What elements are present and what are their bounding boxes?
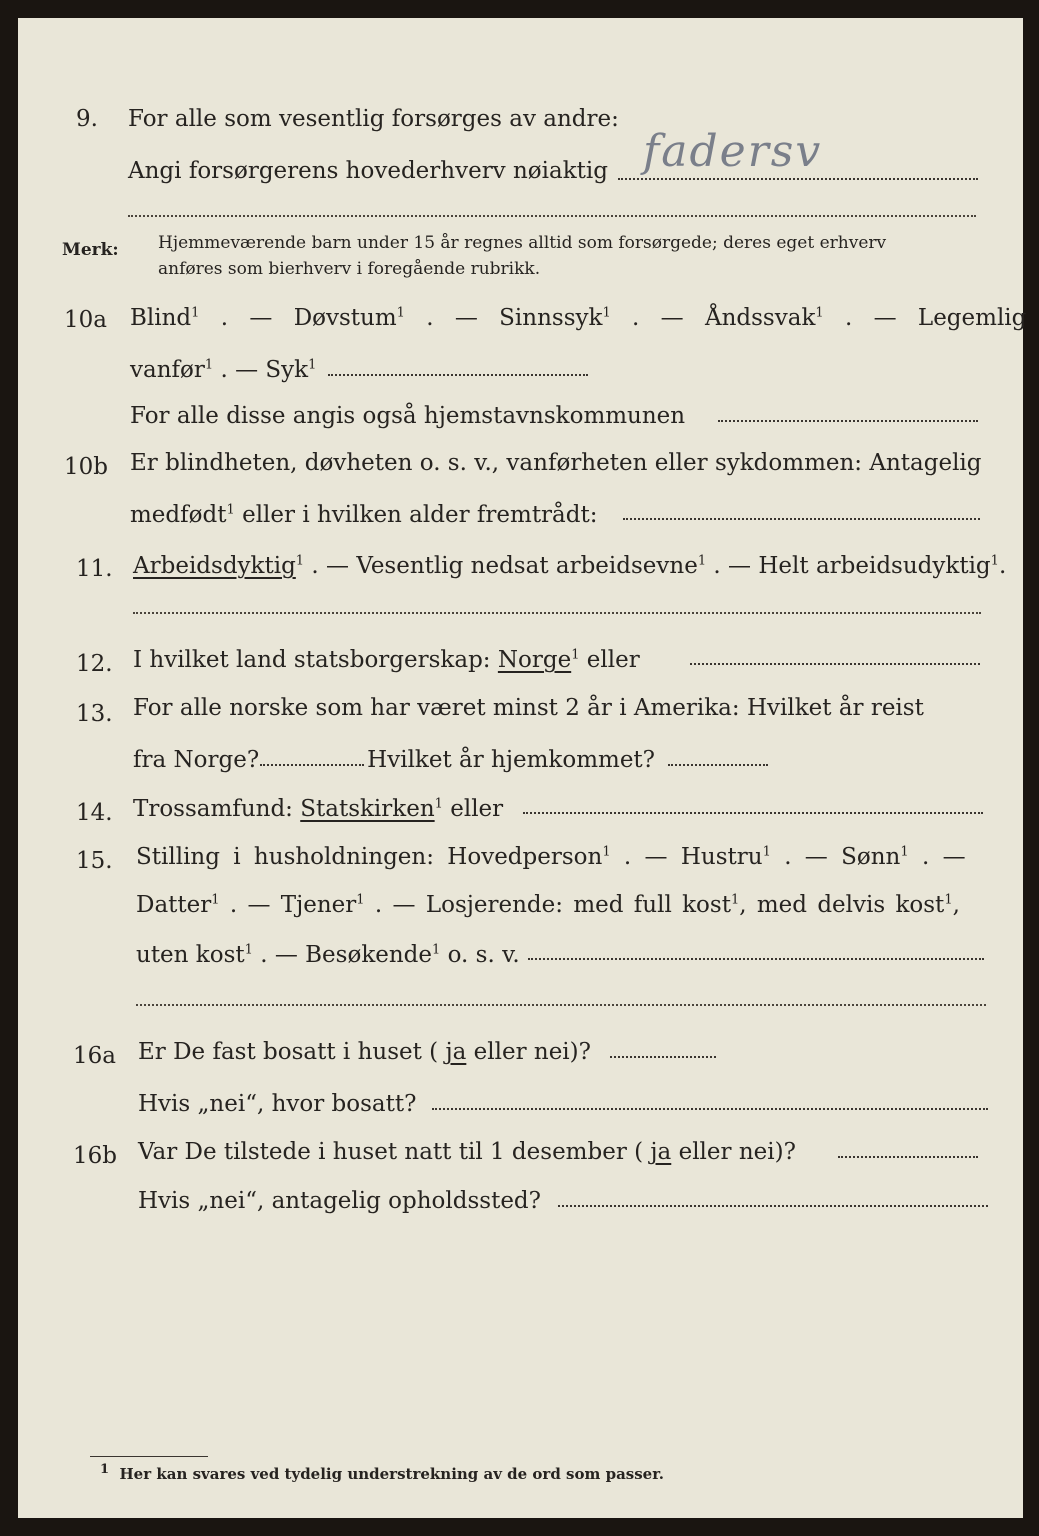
item-10b-line1: Er blindheten, døvheten o. s. v., vanførheten eller sykdommen: Antagelig — [130, 450, 982, 476]
note-line2: anføres som bierhverv i foregående rubrikk. — [158, 259, 541, 279]
item-16a-number: 16a — [73, 1043, 116, 1069]
option-sinnssyk: Sinnssyk — [499, 305, 603, 331]
option-uten-kost: uten kost — [136, 942, 245, 968]
item-15-line3: uten kost$^1$ . — Besøkende$^1$ o. s. v. — [136, 942, 520, 968]
option-dovstum: Døvstum — [293, 305, 397, 331]
item-14-answer-line — [523, 812, 983, 814]
item-16a-where-answer-line — [432, 1108, 988, 1110]
option-statskirken-selected: Statskirken — [300, 796, 435, 822]
option-andssvak: Åndssvak — [704, 305, 816, 331]
item-13-number: 13. — [76, 701, 113, 727]
item-10a-line2: vanfør$^1$ . — Syk$^1$ — [130, 357, 317, 383]
item-11-line1: Arbeidsdyktig$^1$ . — Vesentlig nedsat arbeidsevne$^1$ . — Helt arbeidsudyktig$^1$. — [133, 553, 1007, 579]
item-10b-number: 10b — [64, 454, 108, 480]
item-11-number: 11. — [76, 556, 113, 582]
item-12-line: I hvilket land statsborgerskap: Norge$^1$ eller — [133, 647, 640, 673]
item-13-departed-answer-line — [260, 764, 364, 766]
note-label: Merk: — [62, 240, 119, 260]
item-15-number: 15. — [76, 848, 113, 874]
item-9-number: 9. — [76, 106, 98, 132]
item-15-answer-line — [528, 958, 984, 960]
item-16b-answer-line — [838, 1156, 978, 1158]
item-10a-line3: For alle disse angis også hjemstavnskommunen — [130, 403, 686, 429]
item-15-extra-line — [136, 1004, 986, 1006]
note-line1: Hjemmeværende barn under 15 år regnes alltid som forsørgede; deres eget erhverv — [158, 233, 887, 253]
option-legemlig: Legemlig — [917, 305, 1027, 331]
item-12-number: 12. — [76, 651, 113, 677]
item-14-line: Trossamfund: Statskirken$^1$ eller — [133, 796, 504, 822]
option-sonn: Sønn — [841, 844, 901, 870]
item-10a-line1: Blind$^1$ . — Døvstum$^1$ . — Sinnssyk$^1$ . — Åndssvak$^1$ . — Legemlig — [130, 305, 1027, 331]
option-datter: Datter — [136, 892, 212, 918]
item-10a-home-answer-line — [718, 420, 978, 422]
option-syk: Syk — [265, 357, 309, 383]
item-16a-line1: Er De fast bosatt i huset ( ja eller nei)? — [138, 1039, 591, 1065]
option-ja-selected: ja — [445, 1039, 467, 1065]
option-norge-selected: Norge — [497, 647, 572, 673]
option-hustru: Hustru — [680, 844, 763, 870]
option-vanfor: vanfør — [130, 357, 205, 383]
option-nedsatt-arbeidsevne: nedsat arbeidsevne — [470, 553, 698, 579]
item-11-answer-line — [133, 612, 981, 614]
option-besokende: Besøkende — [305, 942, 433, 968]
item-16a-line2: Hvis „nei“, hvor bosatt? — [138, 1091, 417, 1117]
item-9-extra-line — [128, 215, 976, 217]
item-16b-line2: Hvis „nei“, antagelig opholdssted? — [138, 1188, 541, 1214]
footnote: $^1$ Her kan svares ved tydelig understrekning av de ord som passer. — [100, 1462, 664, 1483]
item-16a-answer-line — [610, 1056, 716, 1058]
item-13-line2: fra Norge? Hvilket år hjemkommet? — [133, 747, 656, 773]
option-tjener: Tjener — [280, 892, 357, 918]
item-13-returned-answer-line — [668, 764, 768, 766]
item-13-line1: For alle norske som har været minst 2 år i Amerika: Hvilket år reist — [133, 695, 924, 721]
footnote-separator — [90, 1456, 208, 1457]
census-form-page — [18, 18, 1027, 1518]
item-9-handwritten-answer: fadersv — [643, 126, 823, 177]
item-12-answer-line — [690, 663, 980, 665]
item-15-line1: Stilling i husholdningen: Hovedperson$^1$ . — Hustru$^1$ . — Sønn$^1$ . — — [136, 844, 966, 870]
option-hovedperson: Hovedperson — [447, 844, 603, 870]
item-9-line2: Angi forsørgerens hovederhverv nøiaktig — [128, 158, 608, 184]
item-14-number: 14. — [76, 800, 113, 826]
item-16b-number: 16b — [73, 1143, 117, 1169]
item-15-line2: Datter$^1$ . — Tjener$^1$ . — Losjerende: med full kost$^1$, med delvis kost$^1$, — [136, 892, 960, 918]
item-10a-answer-line — [328, 374, 588, 376]
item-16b-where-answer-line — [558, 1205, 988, 1207]
item-10b-line2: medfødt$^1$ eller i hvilken alder fremtrådt: — [130, 502, 598, 528]
item-9-line1: For alle som vesentlig forsørges av andre: — [128, 106, 619, 132]
option-arbeidsudyktig: arbeidsudyktig — [815, 553, 991, 579]
item-10b-answer-line — [623, 518, 980, 520]
item-9-answer-line — [618, 178, 978, 180]
option-full-kost: med full kost — [573, 892, 731, 918]
option-delvis-kost: med delvis kost — [756, 892, 945, 918]
item-16b-line1: Var De tilstede i huset natt til 1 desember ( ja eller nei)? — [138, 1139, 796, 1165]
item-10a-number: 10a — [64, 307, 107, 333]
option-blind: Blind — [130, 305, 192, 331]
option-ja-selected-16b: ja — [650, 1139, 672, 1165]
option-arbeidsdyktig-selected: Arbeidsdyktig — [133, 553, 296, 579]
